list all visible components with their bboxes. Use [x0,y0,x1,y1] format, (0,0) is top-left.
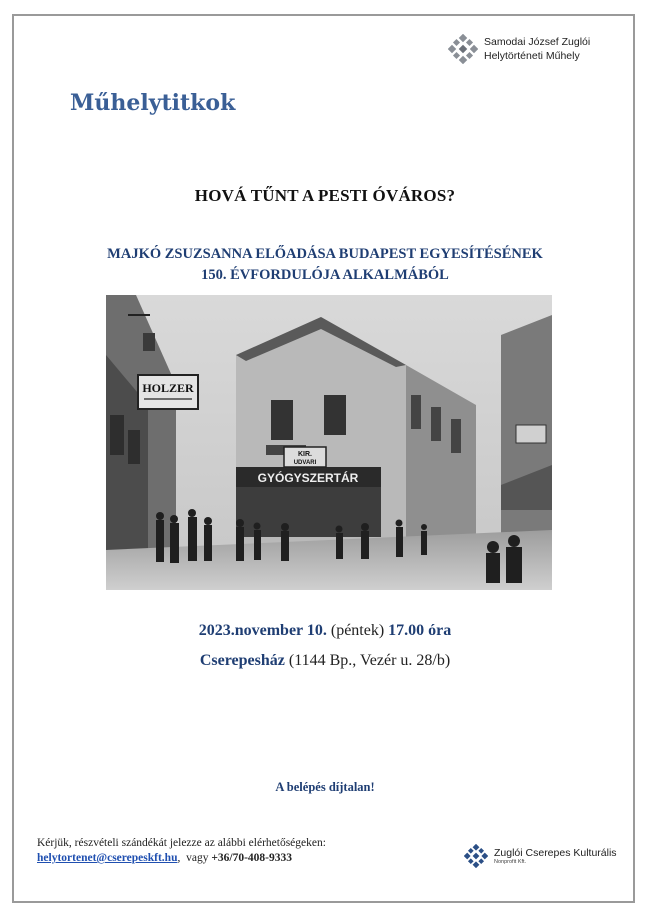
diamond-cross-icon [464,844,488,868]
event-subtitle-line2: 150. ÉVFORDULÓJA ALKALMÁBÓL [201,267,449,283]
contact-separator: , vagy [177,852,212,864]
historic-street-photo [106,295,552,590]
sign-holzer: HOLZER [142,381,194,395]
footer-org-sub: Nonprofit Kft. [494,858,527,865]
venue-name: Cserepesház [199,652,285,669]
contact-phone: +36/70-408-9333 [211,852,293,864]
footer-org [464,844,617,868]
header-org [448,34,590,64]
event-venue [0,652,650,670]
event-subtitle-line1: MAJKÓ ZSUZSANNA ELŐADÁSA BUDAPEST EGYESÍTÉSÉNEK [107,246,543,262]
contact-email-link[interactable]: helytortenet@cserepeskft.hu [37,852,178,864]
venue-address: (1144 Bp., Vezér u. 28/b) [288,652,451,669]
series-title: Műhelytitkok [70,90,236,116]
sign-udvari: UDVARI [293,460,317,466]
event-weekday: (péntek) [330,622,385,639]
sign-pharmacy: GYÓGYSZERTÁR [257,471,359,485]
footer-org-name: Zuglói Cserepes Kulturális [494,846,617,859]
event-datetime [0,622,650,640]
contact-request: Kérjük, részvételi szándékát jelezze az alábbi elérhetőségeken: [37,837,326,849]
event-time: 17.00 óra [388,622,452,639]
event-subtitle [0,244,650,286]
event-title: HOVÁ TŰNT A PESTI ÓVÁROS? [194,186,456,205]
header-org-line1: Samodai József Zuglói [484,36,591,48]
header-org-line2: Helytörténeti Műhely [484,50,580,62]
contact-block [37,836,326,866]
event-date: 2023.november 10. [198,622,327,639]
sign-kir: KIR. [298,451,312,458]
admission-note: A belépés díjtalan! [275,780,375,794]
diamond-cross-icon [448,34,478,64]
